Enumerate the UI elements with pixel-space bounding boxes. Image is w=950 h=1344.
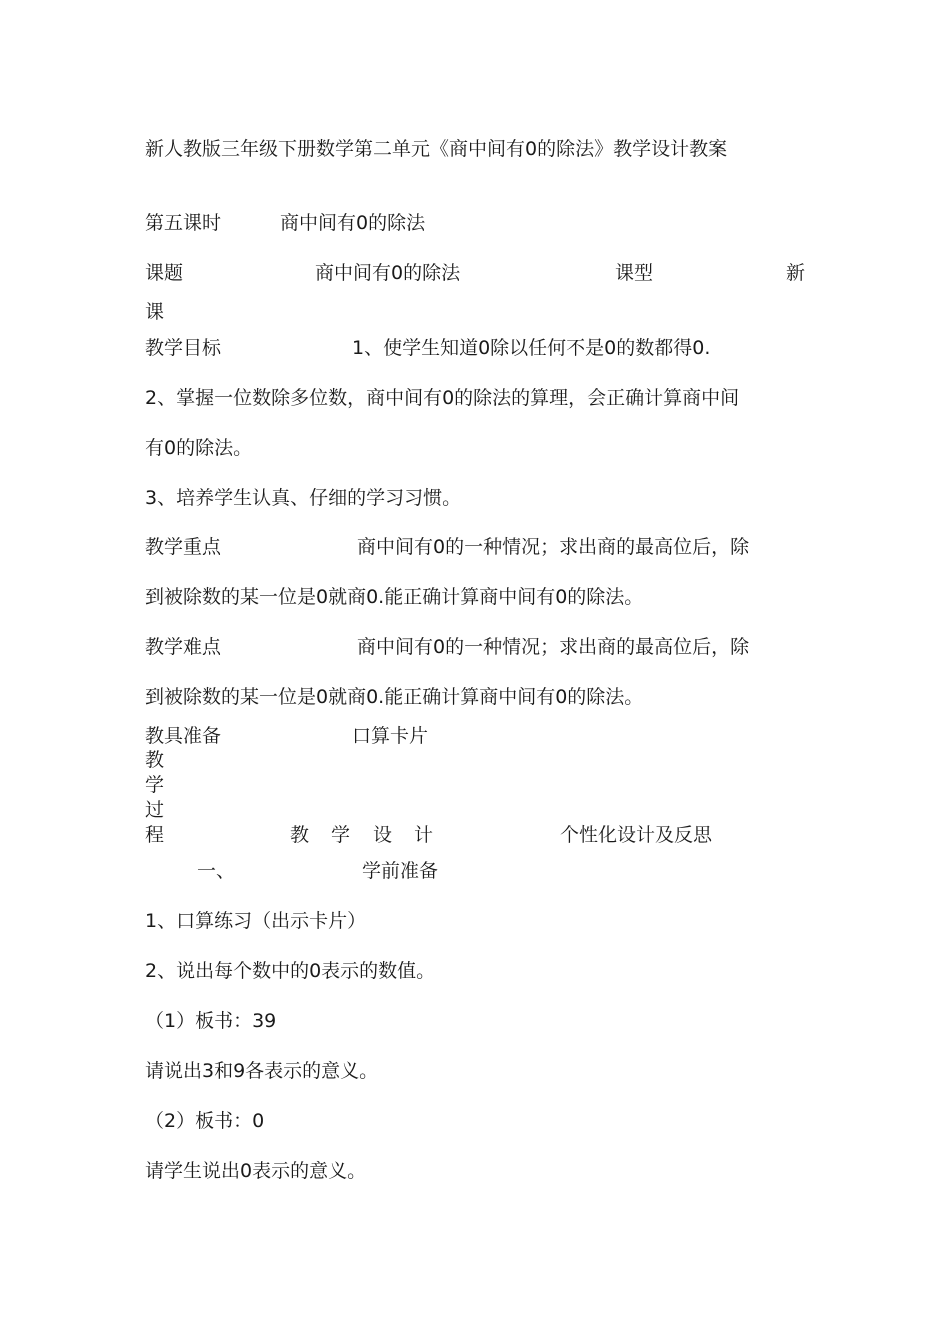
process-item-2: 2、说出每个数中的0表示的数值。 xyxy=(145,960,436,982)
process-item-1: 1、口算练习（出示卡片） xyxy=(145,910,367,932)
process-item-5: （2）板书：0 xyxy=(145,1110,265,1132)
process-item-6: 请学生说出0表示的意义。 xyxy=(145,1160,367,1182)
objective-3: 3、培养学生认真、仔细的学习习惯。 xyxy=(145,487,462,509)
type-label: 课型 xyxy=(615,262,654,284)
process-label-char-1: 教 xyxy=(145,749,165,771)
design-heading-char-4: 计 xyxy=(414,824,434,846)
tools-label: 教具准备 xyxy=(145,725,222,747)
tools-value: 口算卡片 xyxy=(352,725,429,747)
key-point-line1: 商中间有0的一种情况；求出商的最高位后，除 xyxy=(357,536,750,558)
section-1-title: 学前准备 xyxy=(362,860,439,882)
type-value-part2: 课 xyxy=(145,301,165,323)
difficulty-line1: 商中间有0的一种情况；求出商的最高位后，除 xyxy=(357,636,750,658)
key-point-label: 教学重点 xyxy=(145,536,222,558)
process-item-4: 请说出3和9各表示的意义。 xyxy=(145,1060,379,1082)
objective-2-line1: 2、掌握一位数除多位数，商中间有0的除法的算理，会正确计算商中间 xyxy=(145,387,740,409)
process-label-char-2: 学 xyxy=(145,774,165,796)
difficulty-line2: 到被除数的某一位是0就商0.能正确计算商中间有0的除法。 xyxy=(145,686,644,708)
design-heading-char-1: 教 xyxy=(290,824,310,846)
reflection-heading: 个性化设计及反思 xyxy=(560,824,713,846)
process-label-char-4: 程 xyxy=(145,824,165,846)
objectives-label: 教学目标 xyxy=(145,337,222,359)
subject-label: 课题 xyxy=(145,262,184,284)
lesson-label: 第五课时 xyxy=(145,212,222,234)
process-label-char-3: 过 xyxy=(145,799,165,821)
key-point-line2: 到被除数的某一位是0就商0.能正确计算商中间有0的除法。 xyxy=(145,586,644,608)
design-heading-char-3: 设 xyxy=(373,824,393,846)
objective-1: 1、使学生知道0除以任何不是0的数都得0. xyxy=(352,337,711,359)
lesson-topic: 商中间有0的除法 xyxy=(280,212,426,234)
type-value-part1: 新 xyxy=(786,262,806,284)
difficulty-label: 教学难点 xyxy=(145,636,222,658)
objective-2-line2: 有0的除法。 xyxy=(145,437,253,459)
section-1-number: 一、 xyxy=(197,860,236,882)
document-title: 新人教版三年级下册数学第二单元《商中间有0的除法》教学设计教案 xyxy=(145,138,728,160)
process-item-3: （1）板书：39 xyxy=(145,1010,277,1032)
subject-value: 商中间有0的除法 xyxy=(315,262,461,284)
design-heading-char-2: 学 xyxy=(331,824,351,846)
